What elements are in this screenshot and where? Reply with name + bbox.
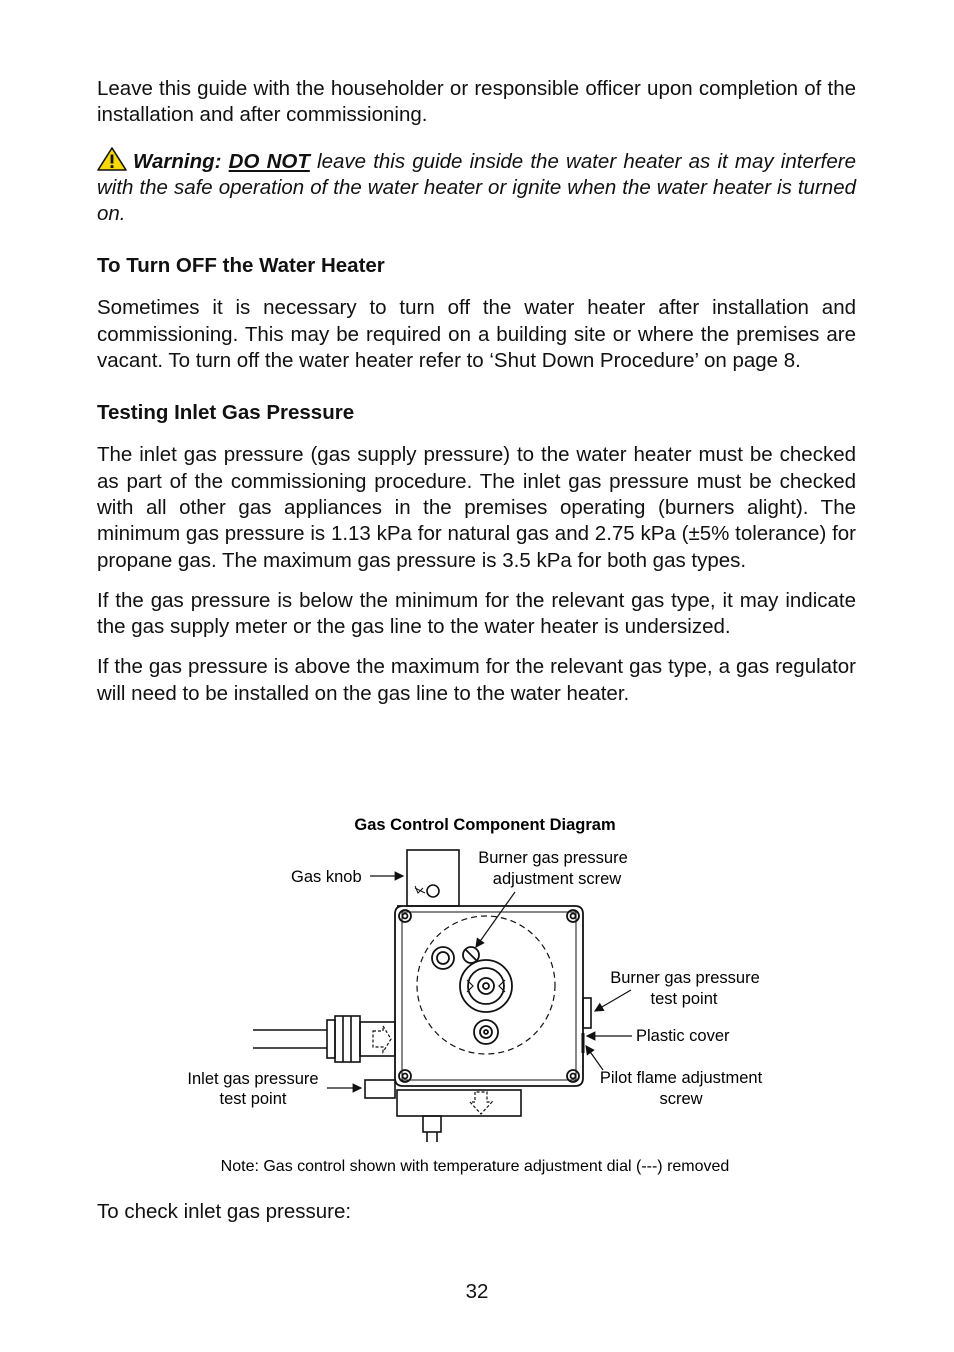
warning-label: Warning: xyxy=(133,149,222,173)
label-burner-screw-2: adjustment screw xyxy=(492,870,622,888)
burner-test-point xyxy=(583,998,591,1053)
page-number: 32 xyxy=(465,1280,489,1303)
arrow-pilot xyxy=(586,1046,603,1070)
diagram-title: Gas Control Component Diagram xyxy=(354,816,616,834)
gas-control-diagram-svg xyxy=(175,808,785,1180)
turn-off-paragraph: Sometimes it is necessary to turn off the water heater after installation and commissioning. This may be required on a building site or where the premises are vacant. To turn off the water heater refer to ‘Shut Down Procedure’ on page 8. xyxy=(97,296,856,373)
warning-text: leave this guide inside the water heater as it may interfere with the safe operation of the water heater or ignite when the water heater is turned on. xyxy=(97,149,856,226)
arrow-burner-test xyxy=(595,990,631,1011)
warning-paragraph xyxy=(97,147,856,228)
label-burner-screw-1: Burner gas pressure xyxy=(478,849,628,867)
gas-control-diagram xyxy=(175,808,785,1180)
testing-paragraph-2: If the gas pressure is below the minimum for the relevant gas type, it may indicate the gas supply meter or the gas line to the water heater is undersized. xyxy=(97,588,856,639)
label-burner-test-2: test point xyxy=(650,990,718,1008)
heading-turn-off: To Turn OFF the Water Heater xyxy=(97,254,385,278)
label-burner-test-1: Burner gas pressure xyxy=(610,969,760,987)
inlet-pipe xyxy=(253,1016,395,1062)
warning-emphasis: DO NOT xyxy=(228,149,310,173)
to-check-text: To check inlet gas pressure: xyxy=(97,1200,352,1223)
label-inlet-test-1: Inlet gas pressure xyxy=(187,1070,319,1088)
gas-knob-housing xyxy=(407,850,459,906)
label-pilot-1: Pilot flame adjustment xyxy=(599,1069,763,1087)
intro-paragraph: Leave this guide with the householder or responsible officer upon completion of the installation and after commissioning. xyxy=(97,77,856,127)
diagram-note: Note: Gas control shown with temperature adjustment dial (---) removed xyxy=(220,1158,730,1175)
arrow-burner-screw xyxy=(476,892,515,947)
warning-triangle-icon xyxy=(97,147,127,171)
gas-control-body xyxy=(395,906,583,1086)
testing-paragraph-1: The inlet gas pressure (gas supply pressure) to the water heater must be checked as part of the commissioning procedure. The inlet gas pressure must be checked with all other gas appliances in the premises operating (burners alight). The minimum gas pressure is 1.13 kPa for natural gas and 2.75 kPa (±5% tolerance) for propane gas. The maximum gas pressure is 3.5 kPa for both gas types. xyxy=(97,443,856,572)
label-gas-knob: Gas knob xyxy=(291,868,362,886)
page-content xyxy=(97,76,856,721)
label-pilot-2: screw xyxy=(659,1090,703,1108)
testing-paragraph-3: If the gas pressure is above the maximum for the relevant gas type, a gas regulator will need to be installed on the gas line to the water heater. xyxy=(97,655,856,705)
label-inlet-test-2: test point xyxy=(219,1090,287,1108)
heading-testing-inlet: Testing Inlet Gas Pressure xyxy=(97,401,355,425)
label-plastic-cover: Plastic cover xyxy=(636,1027,730,1045)
outlet-fitting xyxy=(365,1080,521,1142)
